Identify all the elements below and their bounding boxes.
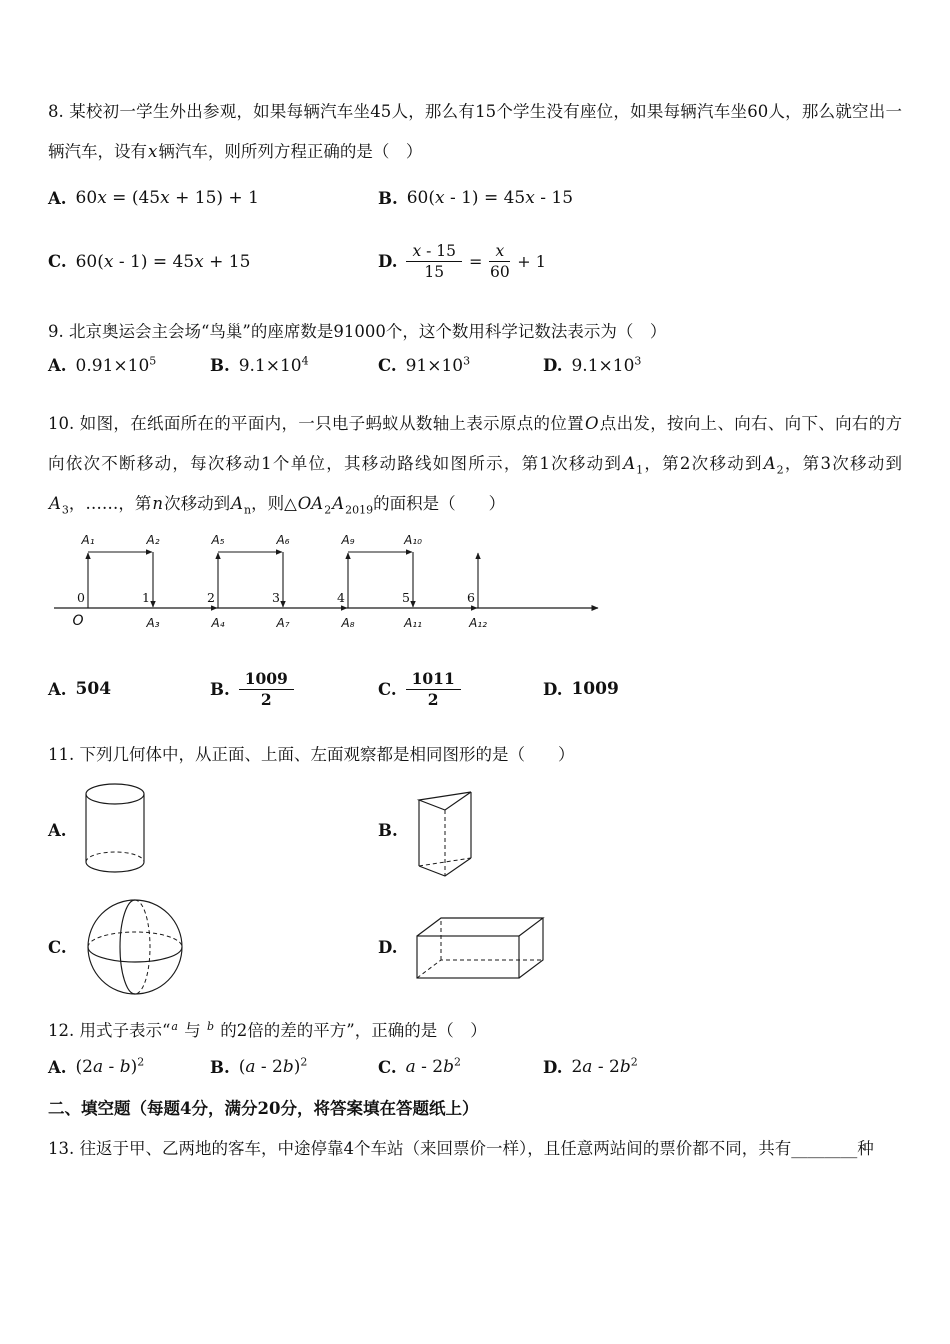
figure-bottom-labels bbox=[145, 616, 487, 630]
axis-number: 2 bbox=[207, 589, 215, 605]
question-13 bbox=[48, 1129, 902, 1169]
question-11 bbox=[48, 735, 902, 997]
option-formula: 60(x - 1) = 45x + 15 bbox=[75, 251, 251, 272]
question-10-options bbox=[48, 670, 902, 710]
triangular-prism-figure bbox=[414, 779, 476, 881]
option-label: D. bbox=[543, 356, 563, 376]
question-12-option-b bbox=[210, 1057, 378, 1077]
fraction-numerator: 1011 bbox=[406, 670, 461, 690]
axis-number: 4 bbox=[337, 589, 345, 605]
question-12 bbox=[48, 1011, 902, 1077]
question-10-figure-wrap bbox=[48, 530, 902, 646]
option-label: C. bbox=[48, 252, 67, 272]
question-10-option-d bbox=[543, 679, 902, 699]
fraction-numerator: 1009 bbox=[239, 670, 294, 690]
option-formula: 60(x - 1) = 45x - 15 bbox=[406, 188, 574, 208]
option-label: C. bbox=[378, 679, 397, 699]
question-9 bbox=[48, 312, 902, 376]
option-label: A. bbox=[48, 356, 67, 376]
fraction-denominator: 2 bbox=[427, 689, 439, 709]
option-label: B. bbox=[210, 356, 230, 376]
option-value: 1009 bbox=[571, 679, 619, 700]
question-12-options bbox=[48, 1057, 902, 1077]
question-10-option-a bbox=[48, 679, 210, 699]
axis-number: 3 bbox=[272, 589, 280, 605]
question-10-option-b bbox=[210, 670, 378, 710]
option-label: B. bbox=[378, 820, 398, 840]
option-label: D. bbox=[378, 937, 398, 957]
option-label: B. bbox=[378, 188, 398, 208]
question-9-option-a bbox=[48, 353, 210, 376]
question-12-option-c bbox=[378, 1057, 543, 1077]
fill-in-section-header: 二、填空题（每题4分，满分20分，将答案填在答题纸上） bbox=[48, 1099, 479, 1119]
point-label: A₁ bbox=[81, 532, 95, 547]
question-9-option-b bbox=[210, 353, 378, 376]
question-11-option-d bbox=[378, 910, 902, 984]
question-13-text: 13. 往返于甲、乙两地的客车，中途停靠4个车站（来回票价一样），且任意两站间的票价都不同，共有________种 bbox=[48, 1139, 874, 1159]
fraction-denominator: 2 bbox=[260, 689, 272, 709]
point-label: A₇ bbox=[276, 615, 290, 630]
point-label: A₁₁ bbox=[404, 615, 422, 630]
figure-top-labels bbox=[80, 533, 422, 547]
question-9-text: 9. 北京奥运会主会场“鸟巢”的座席数是91000个，这个数用科学记数法表示为（ ） bbox=[48, 321, 667, 341]
option-formula: (2a - b)$^2$ bbox=[75, 1055, 145, 1078]
axis-number: 1 bbox=[142, 589, 150, 605]
question-12-option-d bbox=[543, 1057, 902, 1077]
fraction-numerator: x bbox=[489, 242, 510, 262]
point-label: A₉ bbox=[341, 532, 355, 547]
number-line-figure bbox=[48, 530, 608, 642]
question-11-text: 11. 下列几何体中，从正面、上面、左面观察都是相同图形的是（ ） bbox=[48, 745, 575, 765]
question-11-options bbox=[48, 779, 902, 997]
fraction bbox=[406, 242, 462, 282]
option-formula: (a - 2b)$^2$ bbox=[238, 1055, 308, 1078]
sphere-figure bbox=[83, 897, 187, 997]
option-label: C. bbox=[378, 1057, 397, 1077]
fraction-numerator: x - 15 bbox=[406, 242, 462, 262]
option-label: C. bbox=[48, 937, 67, 957]
option-label: C. bbox=[378, 356, 397, 376]
fraction bbox=[406, 670, 461, 710]
question-11-option-a bbox=[48, 782, 378, 878]
fraction-denominator: 15 bbox=[424, 263, 445, 282]
question-10 bbox=[48, 404, 902, 710]
option-formula: a - $2b^2$ bbox=[405, 1055, 461, 1078]
origin-label: O bbox=[72, 612, 84, 629]
option-formula: 60x = (45x + 15) + 1 bbox=[75, 188, 259, 208]
option-label: A. bbox=[48, 1057, 67, 1077]
option-formula: $9.1\times 10^3$ bbox=[571, 353, 642, 376]
question-8-option-a bbox=[48, 188, 378, 208]
option-label: A. bbox=[48, 188, 67, 208]
formula-tail: + 1 bbox=[517, 252, 546, 272]
axis-number: 0 bbox=[77, 589, 85, 605]
cuboid-figure bbox=[413, 910, 547, 984]
point-label: A₂ bbox=[146, 532, 160, 547]
question-8-options bbox=[48, 188, 902, 282]
option-formula bbox=[406, 242, 545, 282]
point-label: A₁₂ bbox=[469, 615, 487, 630]
question-9-options bbox=[48, 353, 902, 376]
option-label: D. bbox=[543, 679, 563, 699]
option-label: A. bbox=[48, 820, 67, 840]
question-12-option-a bbox=[48, 1057, 210, 1077]
fraction bbox=[489, 242, 510, 282]
question-8-text: 8. 某校初一学生外出参观，如果每辆汽车坐45人，那么有15个学生没有座位，如果每辆汽车坐60人，那么就空出一辆汽车，设有x辆汽车，则所列方程正确的是（ ） bbox=[48, 102, 902, 161]
question-12-text: 12. 用式子表示“$^a$ 与 $^b$ 的2倍的差的平方”，正确的是（ ） bbox=[48, 1019, 487, 1041]
option-value: 504 bbox=[75, 679, 112, 700]
question-8-option-b bbox=[378, 188, 902, 208]
question-10-text: 10. 如图，在纸面所在的平面内，一只电子蚂蚁从数轴上表示原点的位置O点出发，按向上、向右、向下、向右的方向依次不断移动，每次移动1个单位，其移动路线如图所示，第1次移动到$A_1$，第2次移动到$A_2$，第3次移动到$A_3$，……，第n次移动到$A_n$，则$\triangle OA_2A_{2019}$的面积是（ ） bbox=[48, 413, 902, 516]
option-label: B. bbox=[210, 679, 230, 699]
question-8-option-d bbox=[378, 242, 902, 282]
fraction bbox=[239, 670, 294, 710]
question-9-option-d bbox=[543, 353, 902, 376]
point-label: A₈ bbox=[341, 615, 355, 630]
option-formula: $0.91\times 10^5$ bbox=[75, 353, 157, 376]
point-label: A₃ bbox=[146, 615, 160, 630]
question-11-option-c bbox=[48, 897, 378, 997]
question-9-option-c bbox=[378, 353, 543, 376]
question-10-option-c bbox=[378, 670, 543, 710]
question-8-option-c bbox=[48, 252, 378, 272]
point-label: A₅ bbox=[211, 532, 225, 547]
point-label: A₄ bbox=[211, 615, 225, 630]
point-label: A₆ bbox=[276, 532, 290, 547]
equals-sign: = bbox=[469, 252, 483, 272]
option-label: D. bbox=[378, 252, 398, 272]
question-11-option-b bbox=[378, 779, 902, 881]
option-label: D. bbox=[543, 1057, 563, 1077]
question-8 bbox=[48, 92, 902, 282]
option-formula: $2a - 2b^2$ bbox=[571, 1055, 638, 1078]
option-label: A. bbox=[48, 679, 67, 699]
option-formula: $9.1\times 10^4$ bbox=[238, 353, 309, 376]
option-formula: $91\times 10^3$ bbox=[405, 353, 471, 376]
fraction-denominator: 60 bbox=[489, 263, 510, 282]
option-label: B. bbox=[210, 1057, 230, 1077]
cylinder-figure bbox=[83, 782, 147, 878]
axis-numbers bbox=[77, 590, 475, 605]
axis-number: 5 bbox=[402, 589, 410, 605]
axis-number: 6 bbox=[467, 589, 475, 605]
point-label: A₁₀ bbox=[404, 532, 422, 547]
